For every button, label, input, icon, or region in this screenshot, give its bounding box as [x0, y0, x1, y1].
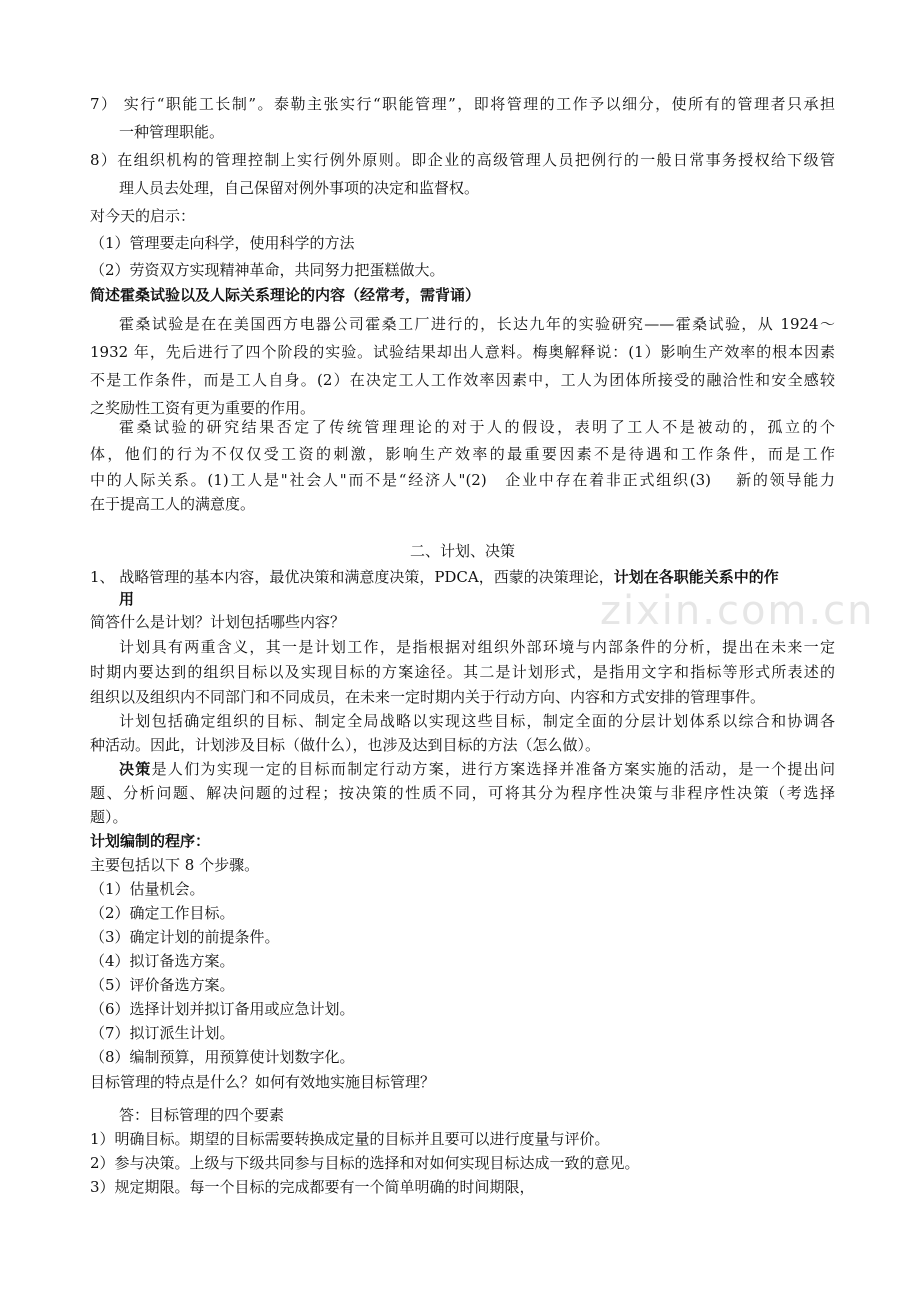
- list-item: （1）管理要走向科学，使用科学的方法: [90, 234, 355, 252]
- list-item: （2）劳资双方实现精神革命，共同努力把蛋糕做大。: [90, 261, 445, 279]
- topic-line: 用: [119, 590, 135, 608]
- text-line: 理人员去处理，自己保留对例外事项的决定和监督权。: [119, 179, 480, 197]
- paragraph-line: 计划包括确定组织的目标、制定全局战略以实现这些目标，制定全面的分层计划体系以综合和协调各: [119, 712, 835, 730]
- text-line: 对今天的启示：: [90, 207, 196, 225]
- paragraph-line: 组织以及组织内不同部门和不同成员，在未来一定时期内关于行动方向、内容和方式安排的管理事件。: [90, 688, 766, 706]
- list-item: （2）确定工作目标。: [90, 904, 235, 922]
- paragraph-line: 1932 年，先后进行了四个阶段的实验。试验结果却出人意料。梅奥解释说：(1）影响生产效率的根本因素: [90, 343, 835, 361]
- text-line: 8）在组织机构的管理控制上实行例外原则。即企业的高级管理人员把例行的一般日常事务授权给下级管: [90, 151, 835, 169]
- paragraph-line: 时期内要达到的组织目标以及实现目标的方案途径。其二是计划形式，是指用文字和指标等形式所表述的: [90, 663, 835, 681]
- list-item: 2）参与决策。上级与下级共同参与目标的选择和对如何实现目标达成一致的意见。: [90, 1154, 640, 1172]
- text-line: 7） 实行“职能工长制”。泰勒主张实行“职能管理”，即将管理的工作予以细分，使所有的管理者只承担: [90, 95, 835, 113]
- list-item: 1）明确目标。期望的目标需要转换成定量的目标并且要可以进行度量与评价。: [90, 1130, 610, 1148]
- section-title: 二、计划、决策: [409, 542, 515, 560]
- list-item: （6）选择计划并拟订备用或应急计划。: [90, 1000, 355, 1018]
- list-item: 3）规定期限。每一个目标的完成都要有一个简单明确的时间期限，: [90, 1178, 535, 1196]
- topic-bold-text: 计划在各职能关系中的作: [613, 568, 779, 586]
- paragraph-line: 在于提高工人的满意度。: [90, 495, 256, 513]
- paragraph-line: 题、分析问题、解决问题的过程；按决策的性质不同，可将其分为程序性决策与非程序性决策（考选择: [90, 784, 835, 802]
- text-line: 主要包括以下 8 个步骤。: [90, 856, 260, 874]
- term-definition: 是人们为实现一定的目标而制定行动方案，进行方案选择并准备方案实施的活动，是一个提出问: [151, 760, 835, 778]
- topic-text: 1、 战略管理的基本内容，最优决策和满意度决策，PDCA，西蒙的决策理论，: [90, 568, 614, 586]
- watermark: zixin.com.cn: [600, 588, 875, 634]
- paragraph-line: 题）。: [90, 808, 128, 826]
- list-item: （7）拟订派生计划。: [90, 1024, 235, 1042]
- list-item: （8）编制预算，用预算使计划数字化。: [90, 1048, 355, 1066]
- answer-line: 答：目标管理的四个要素: [119, 1106, 285, 1124]
- paragraph-line: 体，他们的行为不仅仅受工资的刺激，影响生产效率的最重要因素不是待遇和工作条件，而是工作: [90, 445, 835, 463]
- paragraph-line: 种活动。因此，计划涉及目标（做什么），也涉及达到目标的方法（怎么做）。: [90, 736, 601, 754]
- text-line: 一种管理职能。: [119, 123, 225, 141]
- section-heading: 简述霍桑试验以及人际关系理论的内容（经常考，需背诵）: [90, 286, 481, 304]
- paragraph-line: 不是工作条件，而是工人自身。(2）在决定工人工作效率因素中，工人为团体所接受的融洽性和安全感较: [90, 371, 835, 389]
- term-bold: 决策: [119, 760, 152, 778]
- list-item: （3）确定计划的前提条件。: [90, 928, 280, 946]
- paragraph-line: 之奖励性工资有更为重要的作用。: [90, 399, 316, 417]
- list-item: （1）估量机会。: [90, 880, 205, 898]
- paragraph-line: 霍桑试验的研究结果否定了传统管理理论的对于人的假设，表明了工人不是被动的，孤立的个: [119, 418, 835, 436]
- paragraph-line: 中的人际关系。(1)工人是"社会人"而不是“经济人"(2) 企业中存在着非正式组织(3) 新的领导能力: [90, 471, 835, 489]
- section-heading: 计划编制的程序：: [90, 832, 211, 850]
- list-item: （4）拟订备选方案。: [90, 952, 235, 970]
- question-line: 目标管理的特点是什么？如何有效地实施目标管理？: [90, 1073, 436, 1091]
- paragraph-line: 霍桑试验是在在美国西方电器公司霍桑工厂进行的，长达九年的实验研究——霍桑试验，从 1924～: [119, 315, 835, 333]
- paragraph-line: [119, 758, 835, 780]
- question-line: 简答什么是计划？计划包括哪些内容？: [90, 613, 346, 631]
- paragraph-line: 计划具有两重含义，其一是计划工作，是指根据对组织外部环境与内部条件的分析，提出在未来一定: [119, 638, 835, 656]
- list-item: （5）评价备选方案。: [90, 976, 235, 994]
- topic-line: [90, 566, 835, 588]
